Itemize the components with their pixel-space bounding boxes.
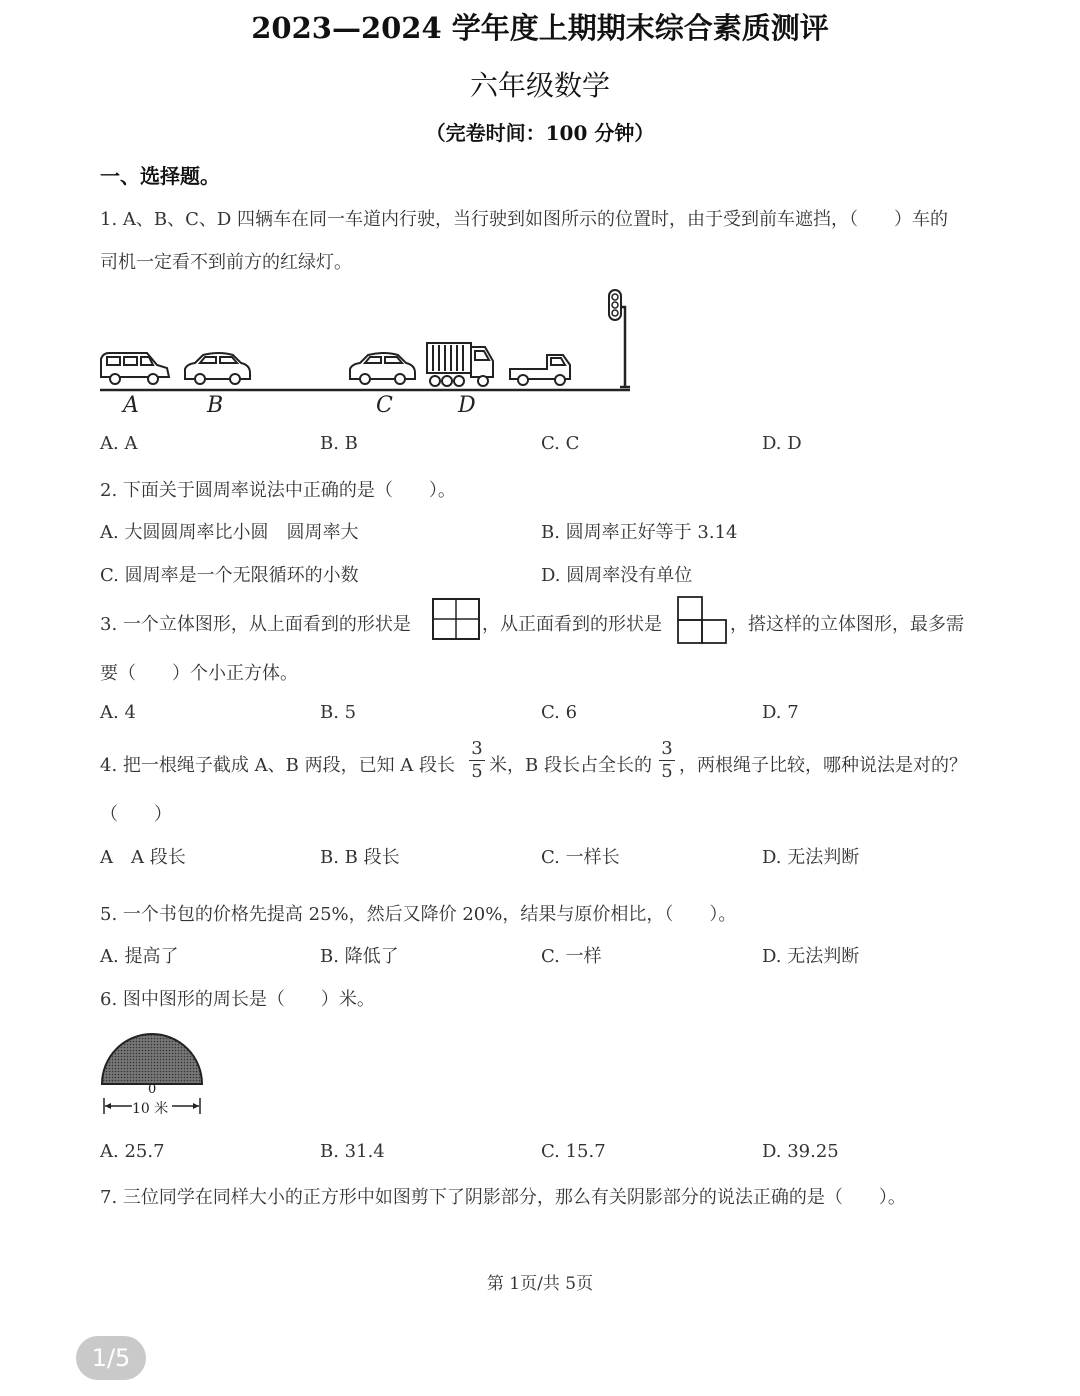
q4-stem-line2: （ ） <box>100 804 172 825</box>
q6-option-b[interactable]: B. 31.4 <box>320 1141 385 1162</box>
q3-option-a[interactable]: A. 4 <box>100 702 136 723</box>
q2-stem: 2. 下面关于圆周率说法中正确的是（ ）。 <box>100 480 456 501</box>
q1-traffic-figure <box>95 285 640 420</box>
car-c-icon <box>350 353 415 384</box>
exam-subtitle: 六年级数学 <box>469 69 610 102</box>
traffic-light-icon <box>609 290 630 387</box>
q4-stem-part1: 4. 把一根绳子截成 A、B 两段，已知 A 段长 <box>100 755 456 776</box>
q3-stem-part3: ，搭这样的立体图形，最多需 <box>730 614 964 635</box>
q3-option-b[interactable]: B. 5 <box>320 702 357 723</box>
q6-option-c[interactable]: C. 15.7 <box>541 1141 606 1162</box>
fraction-a-numerator: 3 <box>471 738 483 759</box>
q5-option-a[interactable]: A. 提高了 <box>100 946 179 967</box>
truck-d-icon <box>427 343 493 386</box>
q3-stem-part2: ，从正面看到的形状是 <box>482 614 662 635</box>
q4-stem-part3: ，两根绳子比较，哪种说法是对的？ <box>679 755 967 776</box>
fraction-b-denominator: 5 <box>661 761 673 782</box>
semicircle-center-label: 0 <box>148 1082 157 1097</box>
exam-title: 2023—2024 学年度上期期末综合素质测评 <box>251 11 829 45</box>
q5-option-b[interactable]: B. 降低了 <box>320 946 399 967</box>
semicircle-dimension-label: 10 米 <box>132 1101 169 1117</box>
label-b: B <box>207 393 224 418</box>
fraction-a-denominator: 5 <box>471 761 483 782</box>
q3-option-d[interactable]: D. 7 <box>762 702 799 723</box>
top-view-figure <box>432 598 480 640</box>
pickup-truck-icon <box>510 355 570 385</box>
q4-stem-part2: 米，B 段长占全长的 <box>489 755 652 776</box>
q2-option-b[interactable]: B. 圆周率正好等于 3.14 <box>541 522 738 543</box>
q5-stem: 5. 一个书包的价格先提高 25%，然后又降价 20%，结果与原价相比，（ ）。 <box>100 904 737 925</box>
q5-option-c[interactable]: C. 一样 <box>541 946 602 967</box>
q3-stem-line2: 要（ ）个小正方体。 <box>100 663 298 684</box>
q3-stem-part1: 3. 一个立体图形，从上面看到的形状是 <box>100 614 411 635</box>
q1-option-a[interactable]: A. A <box>100 433 138 454</box>
q6-stem: 6. 图中图形的周长是（ ）米。 <box>100 989 375 1010</box>
q4-option-a[interactable]: A A 段长 <box>100 847 186 868</box>
q1-option-c[interactable]: C. C <box>541 433 580 454</box>
front-view-figure <box>677 596 727 644</box>
q1-stem-line1: 1. A、B、C、D 四辆车在同一车道内行驶，当行驶到如图所示的位置时，由于受到前车遮挡，（ ）车的 <box>100 209 949 230</box>
section-heading: 一、选择题。 <box>100 164 220 188</box>
q6-option-d[interactable]: D. 39.25 <box>762 1141 839 1162</box>
q3-option-c[interactable]: C. 6 <box>541 702 578 723</box>
exam-time: （完卷时间：100 分钟） <box>425 121 655 145</box>
q2-option-a[interactable]: A. 大圆圆周率比小圆 圆周率大 <box>100 522 359 543</box>
q1-option-b[interactable]: B. B <box>320 433 358 454</box>
q2-option-d[interactable]: D. 圆周率没有单位 <box>541 565 693 586</box>
label-d: D <box>458 393 476 418</box>
fraction-a-length <box>467 739 487 782</box>
q4-option-c[interactable]: C. 一样长 <box>541 847 620 868</box>
car-a-van-icon <box>101 353 169 384</box>
fraction-b-share <box>657 739 677 782</box>
q4-option-d[interactable]: D. 无法判断 <box>762 847 860 868</box>
q5-option-d[interactable]: D. 无法判断 <box>762 946 860 967</box>
q2-option-c[interactable]: C. 圆周率是一个无限循环的小数 <box>100 565 359 586</box>
q1-stem-line2: 司机一定看不到前方的红绿灯。 <box>100 252 352 273</box>
q4-option-b[interactable]: B. B 段长 <box>320 847 400 868</box>
q7-stem: 7. 三位同学在同样大小的正方形中如图剪下了阴影部分，那么有关阴影部分的说法正确的是（ ）。 <box>100 1187 906 1208</box>
fraction-b-numerator: 3 <box>661 738 673 759</box>
label-a: A <box>123 393 139 418</box>
q6-option-a[interactable]: A. 25.7 <box>100 1141 165 1162</box>
page-indicator[interactable]: 1/5 <box>76 1336 146 1380</box>
page-footer: 第 1页/共 5页 <box>486 1274 594 1294</box>
car-b-icon <box>185 353 250 384</box>
q1-option-d[interactable]: D. D <box>762 433 802 454</box>
label-c: C <box>376 393 393 418</box>
